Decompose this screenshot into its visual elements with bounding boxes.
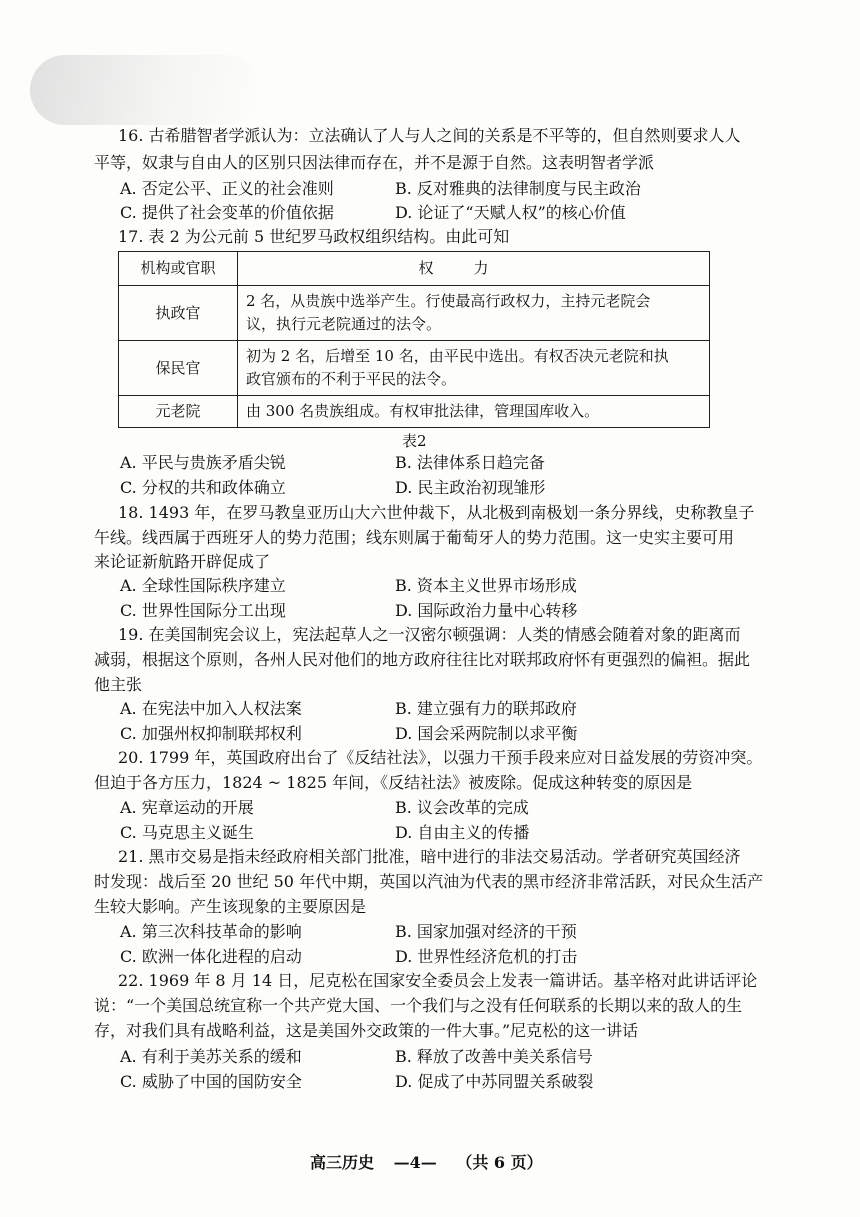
q19-option-c: C. 加强州权抑制联邦权利: [120, 724, 302, 743]
q16-option-c: C. 提供了社会变革的价值依据: [120, 203, 334, 222]
q22-option-b: B. 释放了改善中美关系信号: [395, 1047, 593, 1066]
q19-option-a: A. 在宪法中加入人权法案: [120, 699, 302, 718]
q21-stem-line3: 生较大影响。产生该现象的主要原因是: [94, 897, 367, 916]
q21-stem-line2: 时发现：战后至 20 世纪 50 年代中期，英国以汽油为代表的黑市经济非常活跃，对民众生活产: [94, 872, 764, 891]
scan-smudge: [30, 55, 260, 125]
q17-option-d: D. 民主政治初现雏形: [395, 478, 546, 497]
table-cell-office: 执政官: [119, 286, 238, 341]
q21-option-b: B. 国家加强对经济的干预: [395, 922, 577, 941]
q19-stem-line1: 19. 在美国制宪会议上，宪法起草人之一汉密尔顿强调：人类的情感会随着对象的距离而: [118, 625, 741, 644]
q16-stem-line2: 平等，奴隶与自由人的区别只因法律而存在，并不是源于自然。这表明智者学派: [94, 153, 655, 172]
q22-option-a: A. 有利于美苏关系的缓和: [120, 1047, 302, 1066]
q18-option-a: A. 全球性国际秩序建立: [120, 576, 286, 595]
power-line: 政官颁布的不利于平民的法令。: [246, 370, 457, 388]
q20-option-c: C. 马克思主义诞生: [120, 823, 254, 842]
table-cell-office: 元老院: [119, 396, 238, 428]
q17-option-a: A. 平民与贵族矛盾尖锐: [120, 453, 286, 472]
page-footer: [310, 1150, 557, 1173]
rome-government-table: [118, 251, 710, 428]
q18-option-b: B. 资本主义世界市场形成: [395, 576, 577, 595]
power-line: 由 300 名贵族组成。有权审批法律，管理国库收入。: [246, 402, 600, 420]
power-line: 议，执行元老院通过的法令。: [246, 315, 442, 333]
table-header-row: [119, 252, 710, 286]
q22-stem-line3: 存，对我们具有战略利益，这是美国外交政策的一件大事。”尼克松的这一讲话: [94, 1021, 639, 1040]
q18-option-d: D. 国际政治力量中心转移: [395, 601, 578, 620]
q22-stem-line1: 22. 1969 年 8 月 14 日，尼克松在国家安全委员会上发表一篇讲话。基辛格对此讲话评论: [118, 971, 758, 990]
table-cell-power: [238, 396, 710, 428]
table-row: [119, 396, 710, 428]
footer-total-pages: （共 6 页）: [456, 1153, 543, 1172]
q17-option-c: C. 分权的共和政体确立: [120, 478, 286, 497]
q21-option-d: D. 世界性经济危机的打击: [395, 947, 578, 966]
q22-option-d: D. 促成了中苏同盟关系破裂: [395, 1072, 594, 1091]
q18-stem-line1: 18. 1493 年，在罗马教皇亚历山大六世仲裁下，从北极到南极划一条分界线，史称教皇子: [118, 503, 755, 522]
table-row: [119, 341, 710, 396]
q20-stem-line1: 20. 1799 年，英国政府出台了《反结社法》，以强力干预手段来应对日益发展的劳资冲突。: [118, 748, 763, 767]
q16-stem-line1: 16. 古希腊智者学派认为：立法确认了人与人之间的关系是不平等的，但自然则要求人人: [118, 126, 741, 145]
q20-option-d: D. 自由主义的传播: [395, 823, 530, 842]
q16-option-a: A. 否定公平、正义的社会准则: [120, 179, 334, 198]
q17-option-b: B. 法律体系日趋完备: [395, 453, 545, 472]
q17-stem: 17. 表 2 为公元前 5 世纪罗马政权组织结构。由此可知: [118, 227, 510, 246]
power-line: 2 名，从贵族中选举产生。行使最高行政权力，主持元老院会: [246, 292, 651, 310]
q16-option-d: D. 论证了“天赋人权”的核心价值: [395, 203, 626, 222]
q18-option-c: C. 世界性国际分工出现: [120, 601, 286, 620]
q20-option-a: A. 宪章运动的开展: [120, 798, 254, 817]
footer-page-number: —4—: [393, 1153, 437, 1172]
q21-option-a: A. 第三次科技革命的影响: [120, 922, 302, 941]
table-caption: 表2: [402, 432, 427, 450]
q18-stem-line2: 午线。线西属于西班牙人的势力范围；线东则属于葡萄牙人的势力范围。这一史实主要可用: [94, 528, 735, 547]
q22-option-c: C. 威胁了中国的国防安全: [120, 1072, 302, 1091]
table-header-office: 机构或官职: [119, 252, 238, 286]
table-cell-office: 保民官: [119, 341, 238, 396]
q16-option-b: B. 反对雅典的法律制度与民主政治: [395, 179, 641, 198]
table-row: [119, 286, 710, 341]
table-cell-power: [238, 286, 710, 341]
table-cell-power: [238, 341, 710, 396]
q19-stem-line3: 他主张: [94, 675, 143, 694]
q22-stem-line2: 说：“一个美国总统宣称一个共产党大国、一个我们与之没有任何联系的长期以来的敌人的生: [94, 996, 743, 1015]
q21-option-c: C. 欧洲一体化进程的启动: [120, 947, 302, 966]
power-line: 初为 2 名，后增至 10 名，由平民中选出。有权否决元老院和执: [246, 347, 669, 365]
q18-stem-line3: 来论证新航路开辟促成了: [94, 552, 271, 571]
q20-stem-line2: 但迫于各方压力，1824 ~ 1825 年间，《反结社法》被废除。促成这种转变的原因是: [94, 773, 693, 792]
q20-option-b: B. 议会改革的完成: [395, 798, 529, 817]
q19-stem-line2: 减弱，根据这个原则，各州人民对他们的地方政府往往比对联邦政府怀有更强烈的偏袒。据此: [94, 650, 751, 669]
q19-option-b: B. 建立强有力的联邦政府: [395, 699, 577, 718]
q21-stem-line1: 21. 黑市交易是指未经政府相关部门批准，暗中进行的非法交易活动。学者研究英国经济: [118, 847, 741, 866]
q19-option-d: D. 国会采两院制以求平衡: [395, 724, 578, 743]
table-header-power: 权力: [238, 252, 710, 286]
footer-subject: 高三历史: [310, 1153, 375, 1172]
